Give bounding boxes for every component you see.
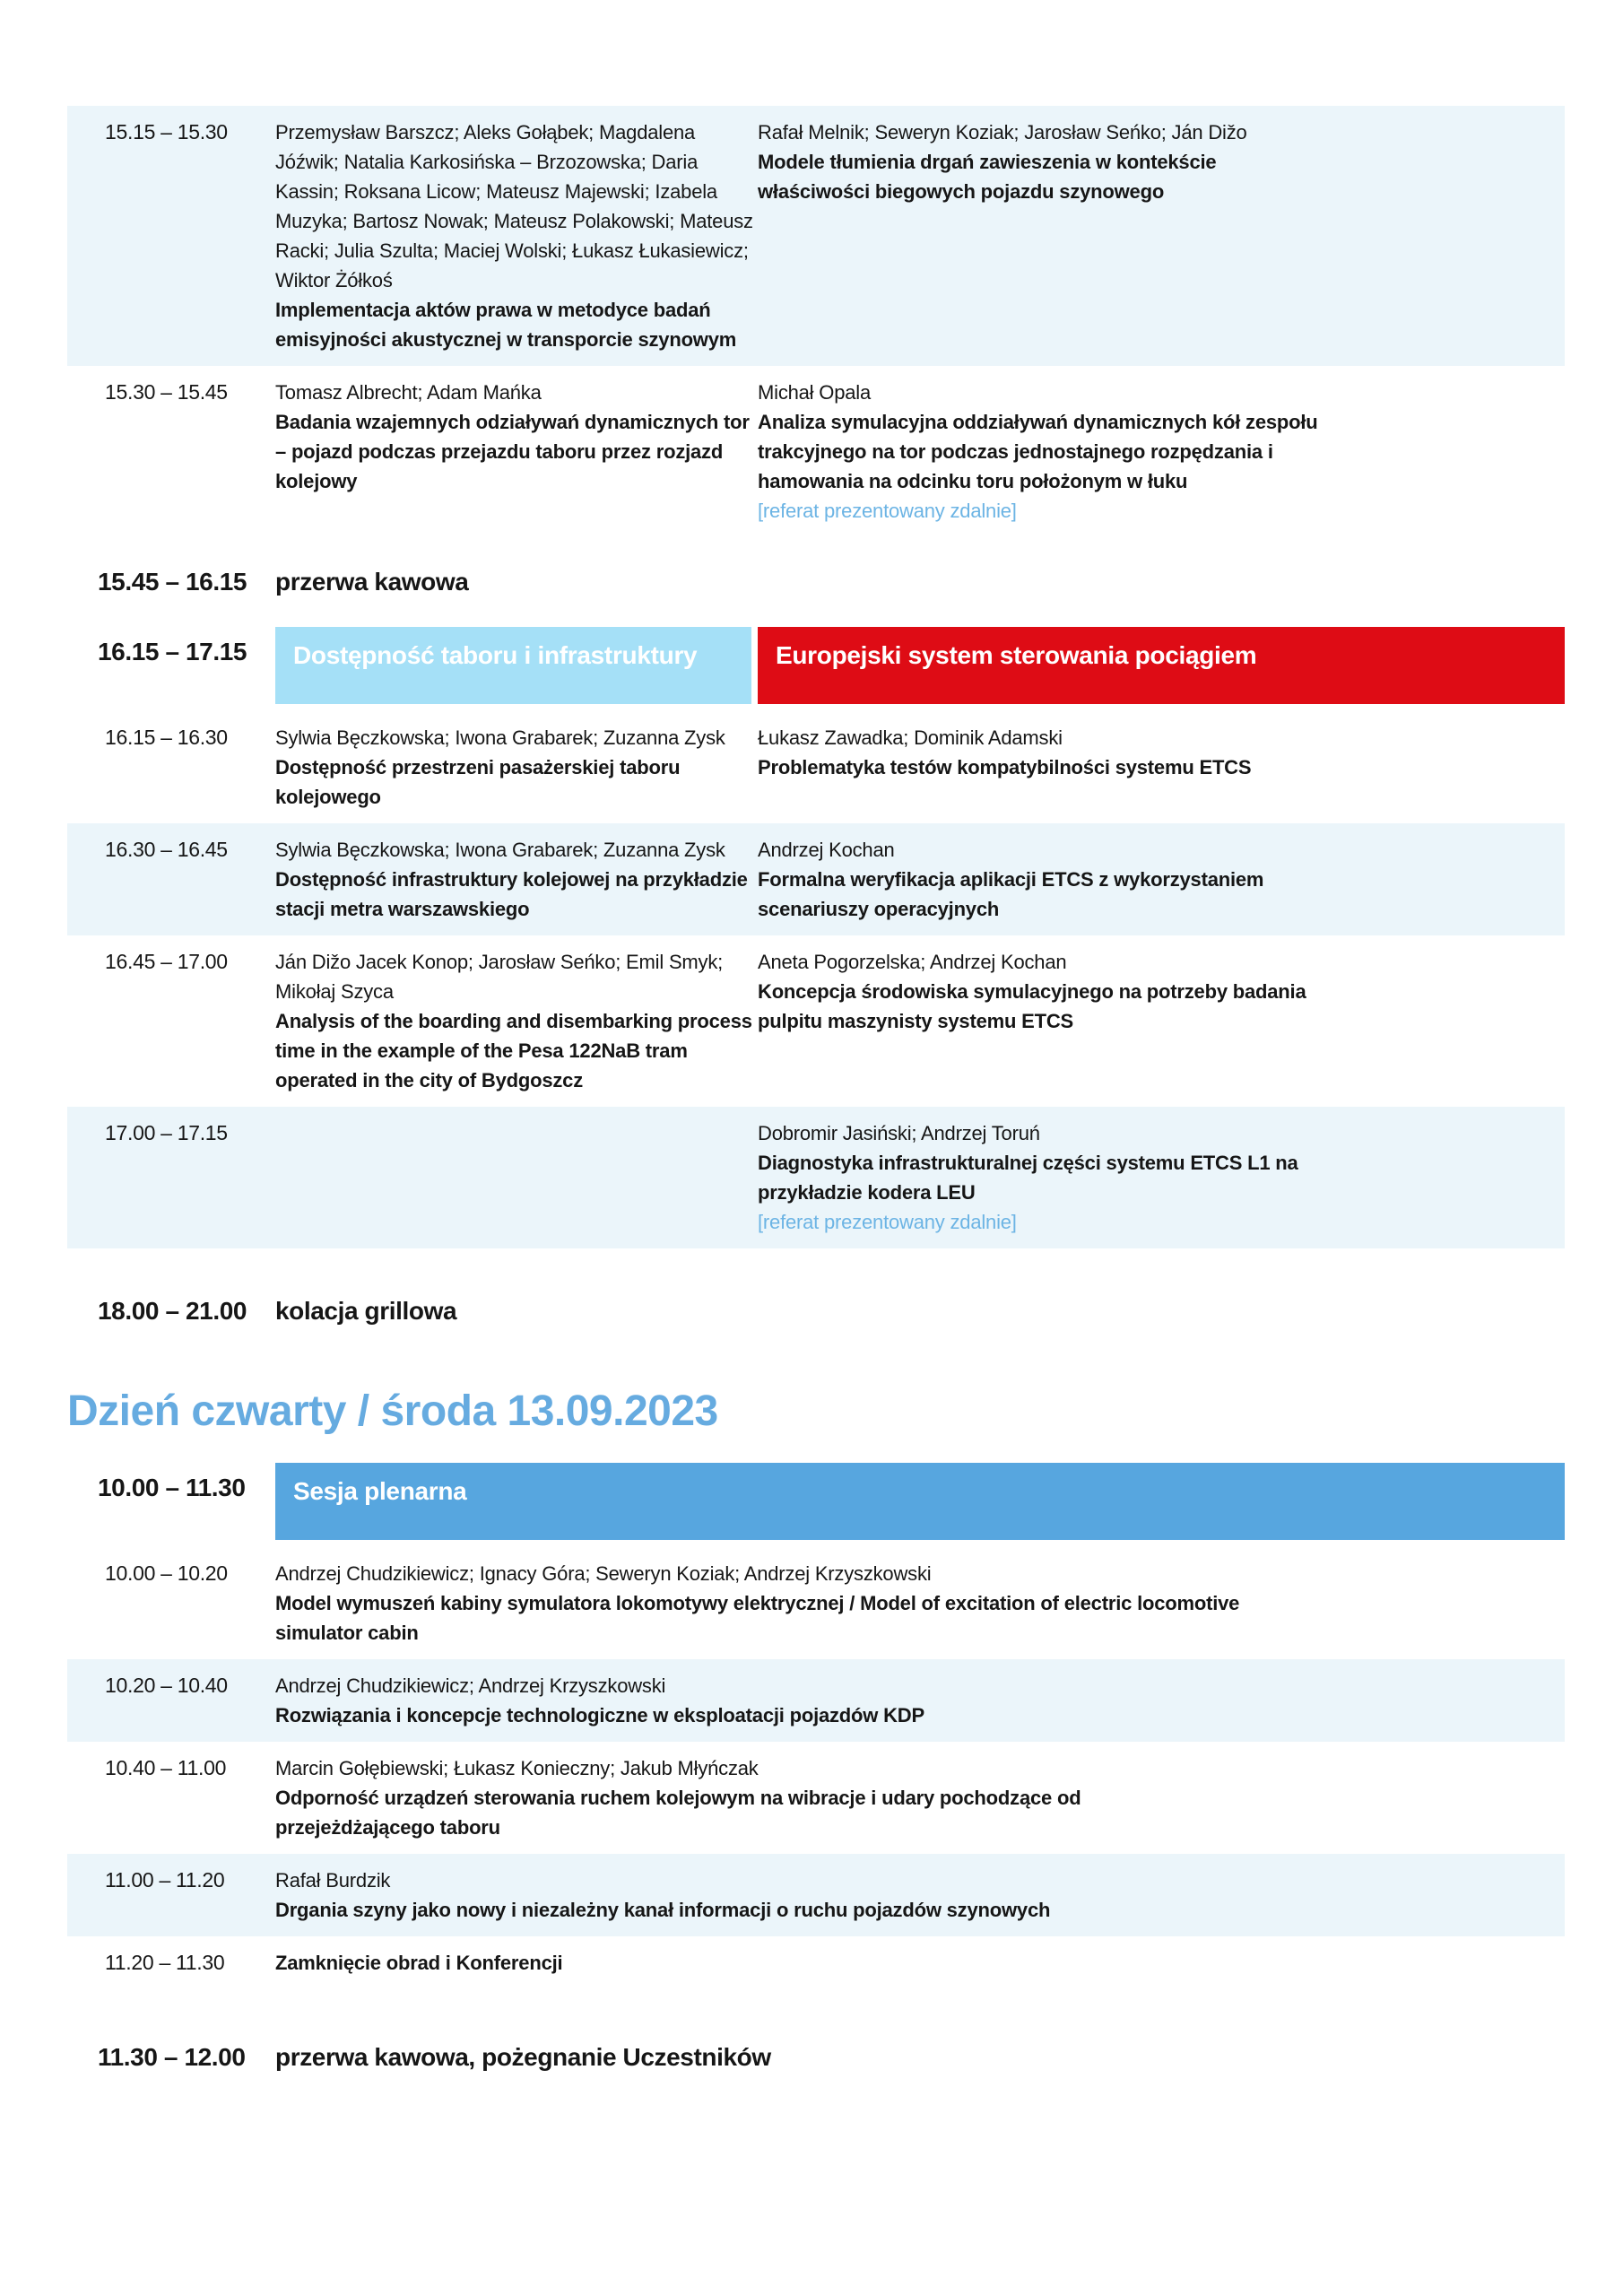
day-heading: Dzień czwarty / środa 13.09.2023 — [67, 1387, 718, 1435]
session-cell-left-empty — [275, 1118, 758, 1237]
session-cell-left — [275, 117, 758, 354]
session-title-accessibility: Dostępność taboru i infrastruktury — [275, 627, 751, 704]
break-row — [67, 2039, 1565, 2075]
session-cell — [275, 1671, 1244, 1730]
paper-authors: Andrzej Kochan — [758, 839, 895, 861]
session-cell-right — [758, 835, 1565, 924]
session-cell-left — [275, 947, 758, 1095]
paper-authors: Michał Opala — [758, 381, 871, 404]
paper-title: Badania wzajemnych odziaływań dynamicznych tor – pojazd podczas przejazdu taboru przez rozjazd kolejowy — [275, 411, 750, 492]
paper-authors: Aneta Pogorzelska; Andrzej Kochan — [758, 951, 1067, 973]
paper-title: Dostępność infrastruktury kolejowej na przykładzie stacji metra warszawskiego — [275, 868, 748, 920]
session-cell — [275, 1948, 1244, 1978]
session-cell-right — [758, 117, 1565, 354]
paper-title: Dostępność przestrzeni pasażerskiej taboru kolejowego — [275, 756, 681, 808]
time-slot: 16.45 – 17.00 — [105, 950, 228, 973]
plenary-session-header — [67, 1463, 1565, 1540]
table-row — [67, 1854, 1565, 1936]
session-cell-left — [275, 835, 758, 924]
paper-authors: Sylwia Bęczkowska; Iwona Grabarek; Zuzanna Zysk — [275, 839, 725, 861]
session-time: 10.00 – 11.30 — [98, 1474, 246, 1501]
session-cell-left — [275, 723, 758, 812]
paper-authors: Rafał Melnik; Seweryn Koziak; Jarosław Seńko; Ján Dižo — [758, 121, 1247, 144]
break-time: 18.00 – 21.00 — [98, 1297, 247, 1325]
paper-title: Formalna weryfikacja aplikacji ETCS z wykorzystaniem scenariuszy operacyjnych — [758, 868, 1264, 920]
remote-presentation-note: [referat prezentowany zdalnie] — [758, 500, 1017, 522]
time-slot: 10.40 – 11.00 — [105, 1756, 227, 1779]
paper-authors: Andrzej Chudzikiewicz; Ignacy Góra; Seweryn Koziak; Andrzej Krzyszkowski — [275, 1562, 932, 1585]
break-time: 15.45 – 16.15 — [98, 568, 247, 596]
break-label: przerwa kawowa, pożegnanie Uczestników — [275, 2043, 771, 2071]
session-cell-right — [758, 947, 1565, 1095]
paper-title: Drgania szyny jako nowy i niezależny kanał informacji o ruchu pojazdów szynowych — [275, 1899, 1051, 1921]
time-slot: 17.00 – 17.15 — [105, 1121, 228, 1144]
break-label: przerwa kawowa — [275, 568, 469, 596]
break-row — [67, 1293, 1565, 1329]
time-slot: 15.15 – 15.30 — [105, 120, 228, 144]
session-cell-left — [275, 378, 758, 526]
table-row — [67, 366, 1565, 537]
time-slot: 16.15 – 16.30 — [105, 726, 228, 749]
paper-title: Rozwiązania i koncepcje technologiczne w eksploatacji pojazdów KDP — [275, 1704, 924, 1726]
time-slot: 11.00 – 11.20 — [105, 1868, 225, 1892]
paper-authors: Łukasz Zawadka; Dominik Adamski — [758, 726, 1063, 749]
paper-authors: Marcin Gołębiewski; Łukasz Konieczny; Jakub Młyńczak — [275, 1757, 759, 1779]
session-title-etcs: Europejski system sterowania pociągiem — [758, 627, 1565, 704]
paper-title: Problematyka testów kompatybilności systemu ETCS — [758, 756, 1252, 778]
paper-title: Koncepcja środowiska symulacyjnego na potrzeby badania pulpitu maszynisty systemu ETCS — [758, 980, 1306, 1032]
paper-authors: Dobromir Jasiński; Andrzej Toruń — [758, 1122, 1040, 1144]
plenary-session-rows — [67, 1547, 1565, 1989]
session-cell-right — [758, 1118, 1565, 1237]
paper-authors: Przemysław Barszcz; Aleks Gołąbek; Magdalena Jóźwik; Natalia Karkosińska – Brzozowska; Daria Kassin; Roksana Licow; Mateusz Majewski; Izabela Muzyka; Bartosz Nowak; Mateusz Polakowski; Mateusz Racki; Julia Szulta; Maciej Wolski; Łukasz Łukasiewicz; Wiktor Żółkoś — [275, 121, 753, 291]
break-label: kolacja grillowa — [275, 1297, 457, 1325]
session-cell — [275, 1753, 1244, 1842]
time-slot: 10.00 – 10.20 — [105, 1561, 228, 1585]
paper-authors: Sylwia Bęczkowska; Iwona Grabarek; Zuzanna Zysk — [275, 726, 725, 749]
session-time: 16.15 – 17.15 — [98, 638, 247, 665]
table-row — [67, 935, 1565, 1107]
paper-title: Model wymuszeń kabiny symulatora lokomotywy elektrycznej / Model of excitation of electric locomotive simulator cabin — [275, 1592, 1240, 1644]
afternoon-sessions-continued — [67, 106, 1565, 537]
session-title-plenary: Sesja plenarna — [275, 1463, 1565, 1540]
session-cell-right — [758, 378, 1565, 526]
time-slot: 11.20 – 11.30 — [105, 1951, 225, 1974]
closing-title: Zamknięcie obrad i Konferencji — [275, 1952, 563, 1974]
paper-title: Implementacja aktów prawa w metodyce badań emisyjności akustycznej w transporcie szynowym — [275, 299, 737, 351]
table-row — [67, 823, 1565, 935]
paper-title: Analysis of the boarding and disembarking process time in the example of the Pesa 122NaB tram operated in the city of Bydgoszcz — [275, 1010, 752, 1091]
table-row — [67, 711, 1565, 823]
table-row — [67, 1742, 1565, 1854]
break-row — [67, 564, 1565, 600]
break-time: 11.30 – 12.00 — [98, 2043, 246, 2071]
paper-title: Diagnostyka infrastrukturalnej części systemu ETCS L1 na przykładzie kodera LEU — [758, 1152, 1298, 1204]
table-row — [67, 1547, 1565, 1659]
table-row — [67, 1936, 1565, 1989]
remote-presentation-note: [referat prezentowany zdalnie] — [758, 1211, 1017, 1233]
table-row — [67, 1107, 1565, 1248]
session-cell-right — [758, 723, 1565, 812]
paper-authors: Tomasz Albrecht; Adam Mańka — [275, 381, 542, 404]
paper-title: Odporność urządzeń sterowania ruchem kolejowym na wibracje i udary pochodzące od przejeżdżającego taboru — [275, 1787, 1081, 1839]
paper-authors: Andrzej Chudzikiewicz; Andrzej Krzyszkowski — [275, 1674, 666, 1697]
paper-authors: Ján Dižo Jacek Konop; Jarosław Seńko; Emil Smyk; Mikołaj Szyca — [275, 951, 724, 1003]
parallel-session-rows — [67, 711, 1565, 1248]
session-cell — [275, 1866, 1244, 1925]
paper-title: Modele tłumienia drgań zawieszenia w kontekście właściwości biegowych pojazdu szynowego — [758, 151, 1217, 203]
time-slot: 15.30 – 15.45 — [105, 380, 228, 404]
time-slot: 16.30 – 16.45 — [105, 838, 228, 861]
paper-title: Analiza symulacyjna oddziaływań dynamicznych kół zespołu trakcyjnego na tor podczas jednostajnego rozpędzania i hamowania na odcinku toru położonym w łuku — [758, 411, 1318, 492]
paper-authors: Rafał Burdzik — [275, 1869, 391, 1892]
time-slot: 10.20 – 10.40 — [105, 1674, 228, 1697]
table-row — [67, 1659, 1565, 1742]
session-cell — [275, 1559, 1244, 1648]
table-row — [67, 106, 1565, 366]
parallel-session-header — [67, 627, 1565, 704]
